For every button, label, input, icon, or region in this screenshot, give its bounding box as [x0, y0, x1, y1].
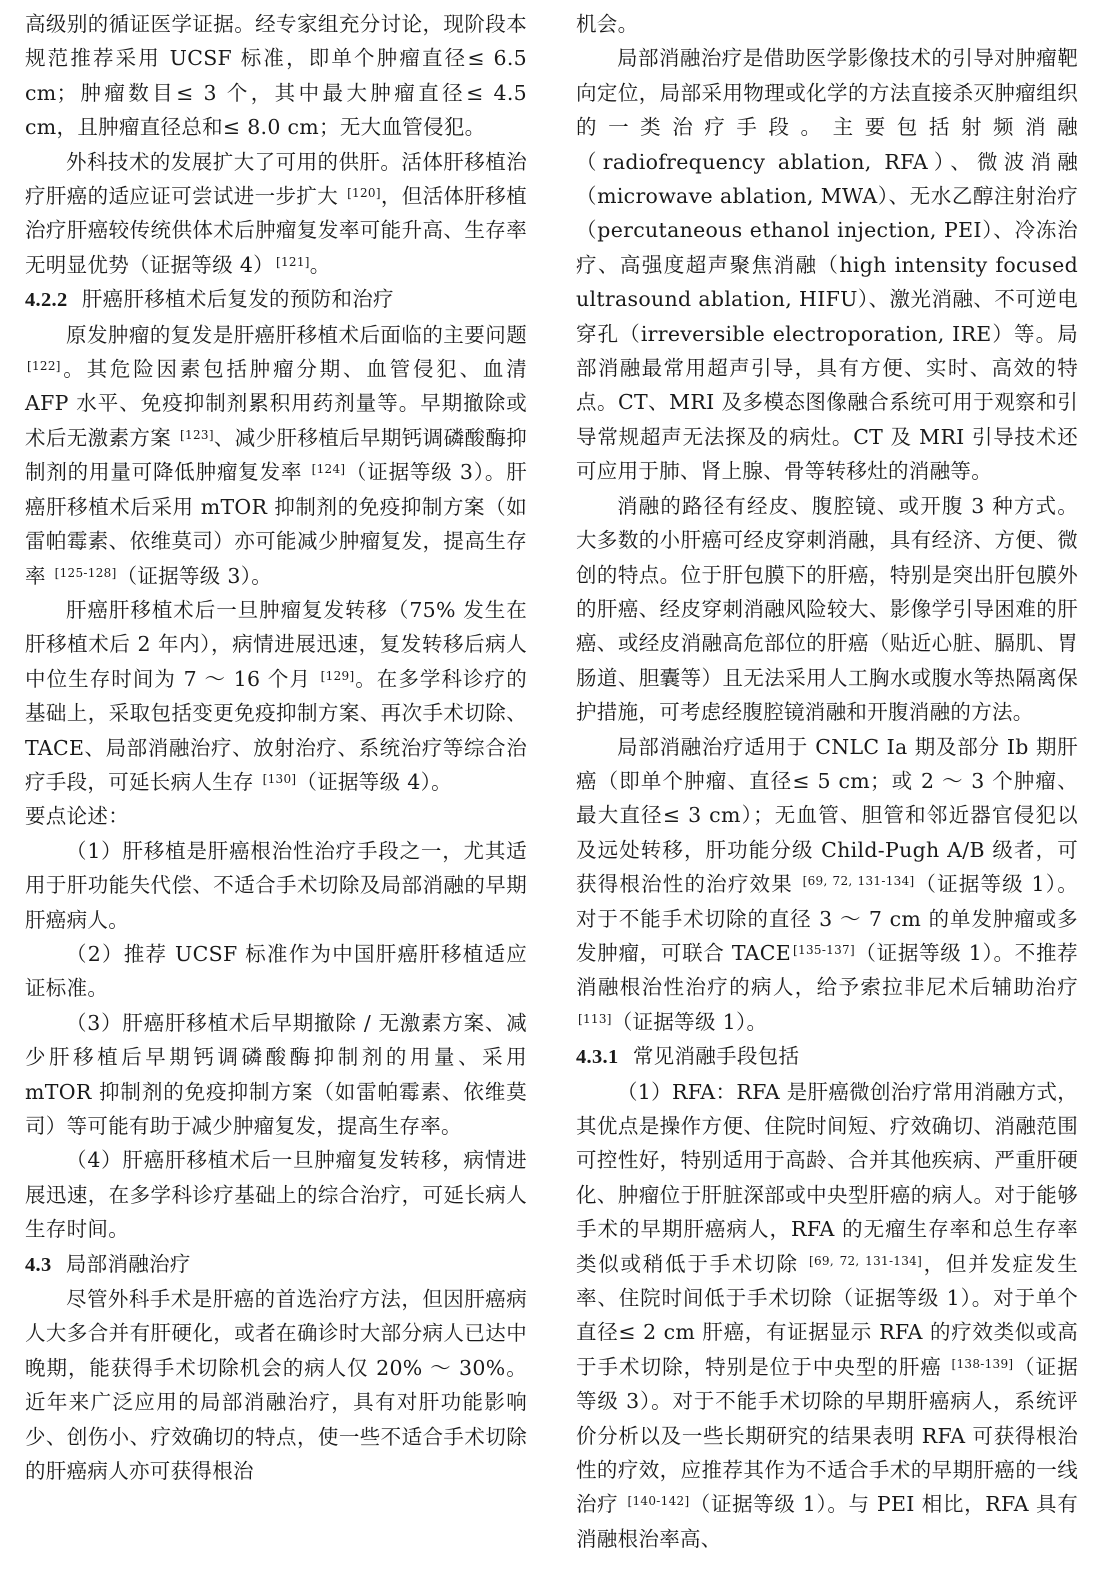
- text-run: （1）肝移植是肝癌根治性治疗手段之一，尤其适用于肝功能失代偿、不适合手术切除及局部消融的早期肝癌病人。: [25, 838, 527, 932]
- section-heading: [25, 282, 527, 317]
- citation-ref: [130]: [262, 771, 297, 786]
- paragraph: [576, 1075, 1078, 1557]
- paragraph: [25, 7, 527, 145]
- text-run: 。: [309, 252, 331, 277]
- paragraph: [576, 730, 1078, 1040]
- paragraph: [25, 1143, 527, 1246]
- text-run: （证据等级 3）。肝癌肝移植术后采用 mTOR 抑制剂的免疫抑制方案（如雷帕霉素、依维莫司）亦可能减少肿瘤复发，提高生存率: [25, 460, 528, 588]
- text-run: 局部消融治疗是借助医学影像技术的引导对肿瘤靶向定位，局部采用物理或化学的方法直接杀灭肿瘤组织的一类治疗手段。主要包括射频消融（radiofrequency ablation, RFA）、微波消融（microwave ablation, MWA）、无水乙醇注射治疗（percutaneous ethanol injection, PEI）、冷冻治疗、高强度超声聚焦消融（high intensity focused ultrasound ablation, HIFU）、激光消融、不可逆电穿孔（irreversible electroporation, IRE）等。局部消融最常用超声引导，具有方便、实时、高效的特点。CT、MRI 及多模态图像融合系统可用于观察和引导常规超声无法探及的病灶。CT 及 MRI 引导技术还可应用于肺、肾上腺、骨等转移灶的消融等。: [576, 46, 1078, 484]
- citation-ref: [113]: [578, 1011, 612, 1026]
- left-column: [25, 7, 527, 1488]
- citation-ref: [138-139]: [951, 1356, 1014, 1371]
- paragraph: [25, 145, 527, 283]
- text-run: （证据等级 4）。: [296, 769, 452, 794]
- section-title: 常见消融手段包括: [632, 1044, 800, 1069]
- paragraph: [25, 799, 527, 833]
- text-run: 原发肿瘤的复发是肝癌肝移植术后面临的主要问题: [66, 322, 527, 347]
- citation-ref: [135-137]: [793, 942, 855, 957]
- text-run: 要点论述：: [25, 804, 129, 829]
- text-run: （2）推荐 UCSF 标准作为中国肝癌肝移植适应证标准。: [25, 941, 527, 1001]
- paragraph: [25, 318, 527, 593]
- paragraph: [25, 937, 527, 1006]
- text-run: 、减少肝移植后早期钙调磷酸酶抑制剂的用量可降低肿瘤复发率: [25, 425, 527, 485]
- paragraph: [25, 834, 527, 937]
- text-run: 肝癌肝移植术后一旦肿瘤复发转移（75% 发生在肝移植术后 2 年内），病情进展迅速，复发转移后病人中位生存时间为 7 ～ 16 个月: [25, 597, 527, 691]
- text-run: （证据等级 1）。: [611, 1009, 768, 1034]
- text-run: 。其危险因素包括肿瘤分期、血管侵犯、血清 AFP 水平、免疫抑制剂累积用药剂量等。早期撤除或术后无激素方案: [25, 357, 527, 450]
- section-heading: [25, 1247, 527, 1282]
- paragraph: [576, 41, 1078, 488]
- paragraph: [25, 1006, 527, 1144]
- citation-ref: [69, 72, 131-134]: [809, 1253, 923, 1268]
- section-title: 肝癌肝移植术后复发的预防和治疗: [81, 287, 394, 312]
- section-number: 4.2.2: [25, 289, 68, 312]
- text-run: ，但并发症发生率、住院时间低于手术切除（证据等级 1）。对于单个直径≤ 2 cm 肝癌，有证据显示 RFA 的疗效类似或高于手术切除，特别是位于中央型的肝癌: [576, 1251, 1078, 1379]
- text-run: 外科技术的发展扩大了可用的供肝。活体肝移植治疗肝癌的适应证可尝试进一步扩大: [25, 149, 527, 209]
- citation-ref: [120]: [347, 186, 381, 201]
- section-title: 局部消融治疗: [65, 1251, 191, 1276]
- text-run: （证据等级 1）。不推荐消融根治性治疗的病人，给予索拉非尼术后辅助治疗: [576, 940, 1078, 1000]
- citation-ref: [122]: [27, 359, 61, 374]
- text-run: （4）肝癌肝移植术后一旦肿瘤复发转移，病情进展迅速，在多学科诊疗基础上的综合治疗，可延长病人生存时间。: [25, 1148, 527, 1242]
- citation-ref: [123]: [180, 427, 214, 442]
- text-run: 。在多学科诊疗的基础上，采取包括变更免疫抑制方案、再次手术切除、TACE、局部消融治疗、放射治疗、系统治疗等综合治疗手段，可延长病人生存: [25, 666, 527, 794]
- paragraph: [25, 1282, 527, 1488]
- text-run: 高级别的循证医学证据。经专家组充分讨论，现阶段本规范推荐采用 UCSF 标准，即单个肿瘤直径≤ 6.5 cm；肿瘤数目≤ 3 个，其中最大肿瘤直径≤ 4.5 cm，且肿瘤直径总和≤ 8.0 cm；无大血管侵犯。: [25, 12, 527, 140]
- citation-ref: [140-142]: [627, 1494, 690, 1509]
- text-run: （1）RFA：RFA 是肝癌微创治疗常用消融方式，其优点是操作方便、住院时间短、疗效确切、消融范围可控性好，特别适用于高龄、合并其他疾病、严重肝硬化、肿瘤位于肝脏深部或中央型肝癌的病人。对于能够手术的早期肝癌病人，RFA 的无瘤生存率和总生存率类似或稍低于手术切除: [576, 1079, 1078, 1276]
- citation-ref: [125-128]: [54, 565, 117, 580]
- citation-ref: [69, 72, 131-134]: [802, 874, 915, 889]
- text-run: （3）肝癌肝移植术后早期撤除 / 无激素方案、减少肝移植后早期钙调磷酸酶抑制剂的用量、采用 mTOR 抑制剂的免疫抑制方案（如雷帕霉素、依维莫司）等可能有助于减少肿瘤复发，提高生存率。: [25, 1010, 527, 1138]
- citation-ref: [129]: [320, 668, 355, 683]
- text-run: （证据等级 3）。: [116, 563, 273, 588]
- paragraph: [576, 7, 1078, 41]
- section-number: 4.3.1: [576, 1046, 619, 1069]
- citation-ref: [124]: [311, 462, 346, 477]
- section-number: 4.3: [25, 1253, 52, 1276]
- text-run: 局部消融治疗适用于 CNLC Ia 期及部分 Ib 期肝癌（即单个肿瘤、直径≤ 5 cm；或 2 ～ 3 个肿瘤、最大直径≤ 3 cm）；无血管、胆管和邻近器官侵犯以及远处转移，肝功能分级 Child-Pugh A/B 级者，可获得根治性的治疗效果: [576, 734, 1078, 897]
- section-heading: [576, 1039, 1078, 1074]
- paragraph: [576, 489, 1078, 730]
- text-run: 尽管外科手术是肝癌的首选治疗方法，但因肝癌病人大多合并有肝硬化，或者在确诊时大部分病人已达中晚期，能获得手术切除机会的病人仅 20% ～ 30%。近年来广泛应用的局部消融治疗，具有对肝功能影响少、创伤小、疗效确切的特点，使一些不适合手术切除的肝癌病人亦可获得根治: [25, 1287, 527, 1484]
- text-run: （证据等级 1）。与 PEI 相比，RFA 具有消融根治率高、: [576, 1492, 1078, 1551]
- text-run: （证据等级 3）。对于不能手术切除的早期肝癌病人，系统评价分析以及一些长期研究的结果表明 RFA 可获得根治性的疗效，应推荐其作为不适合手术的早期肝癌的一线治疗: [576, 1354, 1078, 1517]
- text-run: ，但活体肝移植治疗肝癌较传统供体术后肿瘤复发率可能升高、生存率无明显优势（证据等级 4）: [25, 184, 527, 277]
- paragraph: [25, 593, 527, 799]
- text-run: 消融的路径有经皮、腹腔镜、或开腹 3 种方式。大多数的小肝癌可经皮穿刺消融，具有经济、方便、微创的特点。位于肝包膜下的肝癌，特别是突出肝包膜外的肝癌、经皮穿刺消融风险较大、影像学引导困难的肝癌、或经皮消融高危部位的肝癌（贴近心脏、膈肌、胃肠道、胆囊等）且无法采用人工胸水或腹水等热隔离保护措施，可考虑经腹腔镜消融和开腹消融的方法。: [576, 493, 1078, 725]
- citation-ref: [121]: [275, 254, 310, 269]
- text-run: 机会。: [576, 12, 639, 36]
- text-run: （证据等级 1）。对于不能手术切除的直径 3 ～ 7 cm 的单发肿瘤或多发肿瘤，可联合 TACE: [576, 872, 1078, 965]
- right-column: [576, 7, 1078, 1556]
